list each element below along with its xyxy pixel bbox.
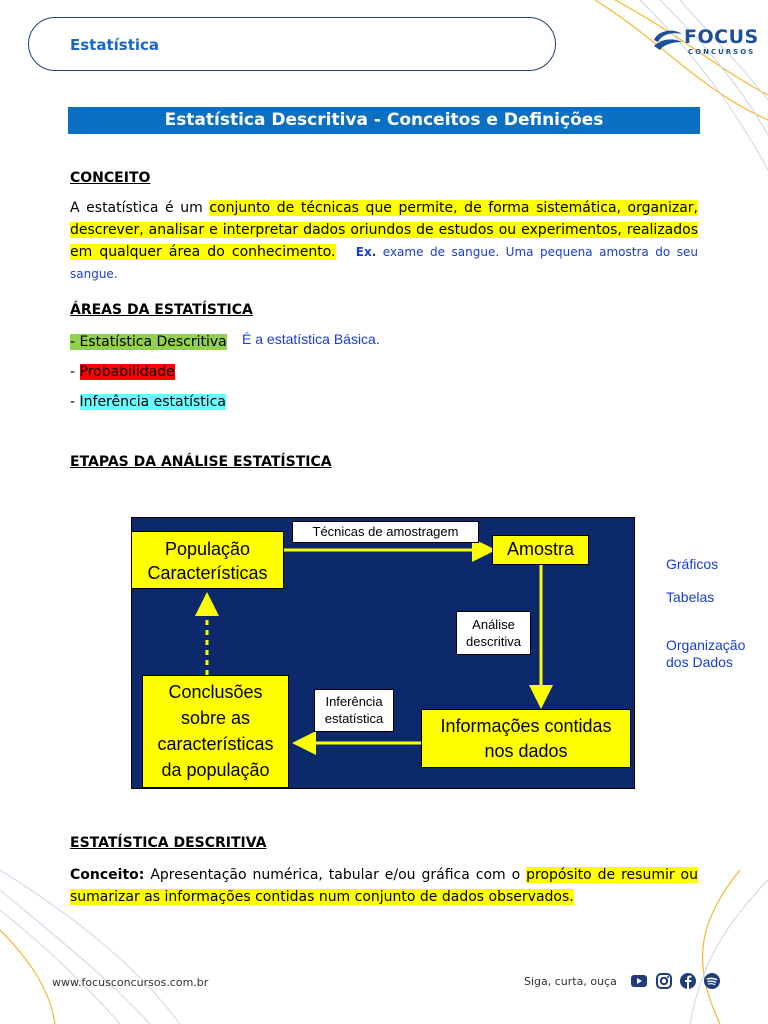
conclusoes-line1: Conclusões (168, 682, 263, 702)
label-tecnicas: Técnicas de amostragem (292, 521, 479, 543)
facebook-icon[interactable] (679, 972, 697, 990)
side-graficos: Gráficos (666, 556, 719, 572)
side-organizacao-line1: Organização (666, 637, 746, 653)
youtube-icon[interactable] (630, 972, 648, 990)
conceito-text-plain: A estatística é um (70, 200, 210, 216)
footer-url[interactable]: www.focusconcursos.com.br (52, 976, 209, 989)
populacao-line2: Características (147, 563, 268, 583)
conclusoes-line3: características (157, 734, 274, 754)
label-inferencia (314, 689, 394, 732)
conceito-paragraph (70, 197, 698, 285)
analise-line1: Análise (472, 617, 515, 632)
box-populacao (131, 531, 284, 589)
box-conclusoes (142, 675, 289, 788)
area-item-inferencia (70, 392, 226, 412)
label-analise (456, 611, 531, 655)
conclusoes-line2: sobre as (180, 708, 251, 728)
side-tabelas: Tabelas (666, 589, 715, 605)
focus-logo-icon (650, 26, 684, 54)
area-item-probabilidade-label: Probabilidade (79, 364, 175, 380)
descritiva-label: Conceito: (70, 867, 145, 883)
instagram-icon[interactable] (655, 972, 673, 990)
box-amostra: Amostra (492, 535, 589, 565)
inferencia-line2: estatística (324, 711, 384, 726)
populacao-line1: População (164, 539, 251, 559)
area-item-probabilidade (70, 362, 175, 382)
area-item-descritiva-label: - Estatística Descritiva (70, 334, 227, 350)
example-text: exame de sangue. Uma pequena amostra do seu sangue. (70, 245, 698, 281)
conceito-heading: CONCEITO (70, 170, 151, 186)
areas-note: É a estatística Básica. (242, 331, 380, 347)
informacoes-line2: nos dados (484, 741, 568, 761)
box-informacoes (421, 709, 631, 768)
page-title: Estatística Descritiva - Conceitos e Definições (68, 107, 700, 134)
area-dash: - (70, 394, 80, 410)
logo-text: FOCUS (684, 26, 759, 48)
area-item-descritiva (70, 332, 227, 352)
area-dash: - (70, 364, 80, 380)
etapas-heading: ETAPAS DA ANÁLISE ESTATÍSTICA (70, 454, 332, 470)
conclusoes-line4: da população (161, 760, 270, 780)
flow-diagram (131, 517, 635, 789)
conceito-text-highlight: conjunto de técnicas que permite, de forma sistemática, organizar, descrever, analisar e interpretar dados oriundos de estudos ou experimentos, realizados em qualquer área do conhecimento. (70, 200, 698, 260)
descritiva-text-plain: Apresentação numérica, tabular e/ou gráfica com o (144, 867, 527, 883)
side-organizacao-line2: dos Dados (666, 654, 733, 670)
header-section-label: Estatística (70, 36, 160, 54)
side-organizacao (666, 637, 745, 671)
informacoes-line1: Informações contidas (440, 716, 612, 736)
example-label: Ex. (355, 245, 377, 259)
areas-heading: ÁREAS DA ESTATÍSTICA (70, 302, 253, 318)
logo-subtext: CONCURSOS (688, 48, 756, 56)
descritiva-heading: ESTATÍSTICA DESCRITIVA (70, 835, 267, 851)
footer-follow-text: Siga, curta, ouça (524, 975, 617, 988)
descritiva-paragraph (70, 864, 698, 908)
descritiva-text-highlight: propósito de resumir ou sumarizar as informações contidas num conjunto de dados observados. (70, 867, 698, 905)
area-item-inferencia-label: Inferência estatística (79, 394, 226, 410)
analise-line2: descritiva (466, 634, 521, 649)
spotify-icon[interactable] (703, 972, 721, 990)
inferencia-line1: Inferência (325, 694, 383, 709)
